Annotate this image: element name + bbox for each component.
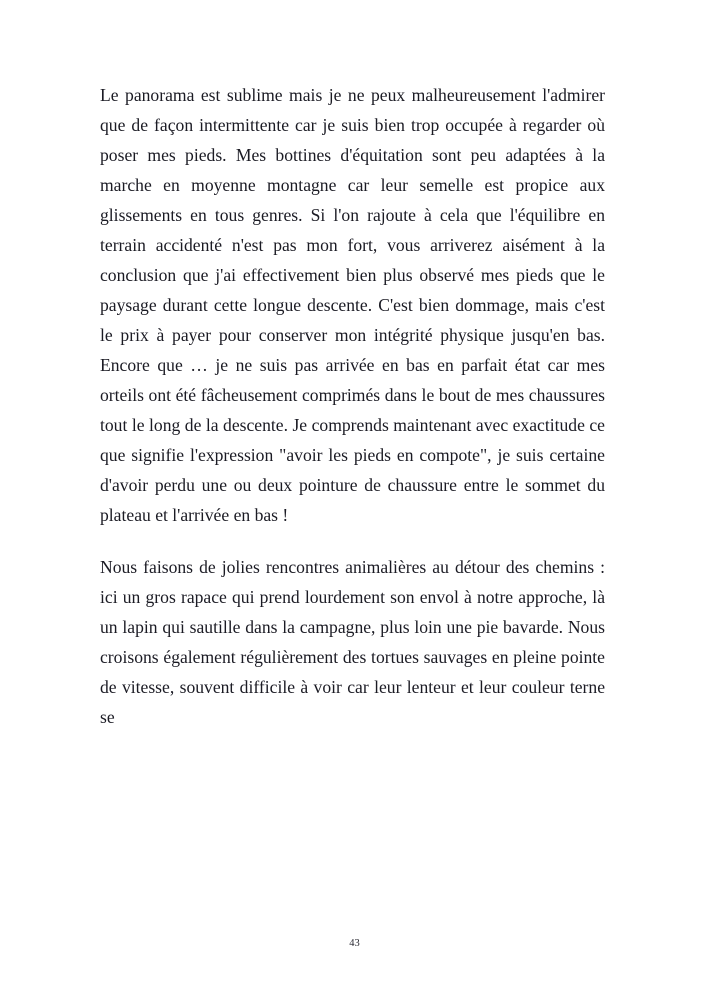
page-body	[100, 80, 605, 732]
paragraph: Nous faisons de jolies rencontres animalières au détour des chemins : ici un gros rapace qui prend lourdement son envol à notre approche, là un lapin qui sautille dans la campagne, plus loin une pie bavarde. Nous croisons également régulièrement des tortues sauvages en pleine pointe de vitesse, souvent difficile à voir car leur lenteur et leur couleur terne se	[100, 557, 605, 727]
paragraph: Le panorama est sublime mais je ne peux malheureusement l'admirer que de façon intermittente car je suis bien trop occupée à regarder où poser mes pieds. Mes bottines d'équitation sont peu adaptées à la marche en moyenne montagne car leur semelle est propice aux glissements en tous genres. Si l'on rajoute à cela que l'équilibre en terrain accidenté n'est pas mon fort, vous arriverez aisément à la conclusion que j'ai effectivement bien plus observé mes pieds que le paysage durant cette longue descente. C'est bien dommage, mais c'est le prix à payer pour conserver mon intégrité physique jusqu'en bas. Encore que … je ne suis pas arrivée en bas en parfait état car mes orteils ont été fâcheusement comprimés dans le bout de mes chaussures tout le long de la descente. Je comprends maintenant avec exactitude ce que signifie l'expression "avoir les pieds en compote", je suis certaine d'avoir perdu une ou deux pointure de chaussure entre le sommet du plateau et l'arrivée en bas !	[100, 85, 605, 525]
page-number: 43	[349, 938, 360, 949]
